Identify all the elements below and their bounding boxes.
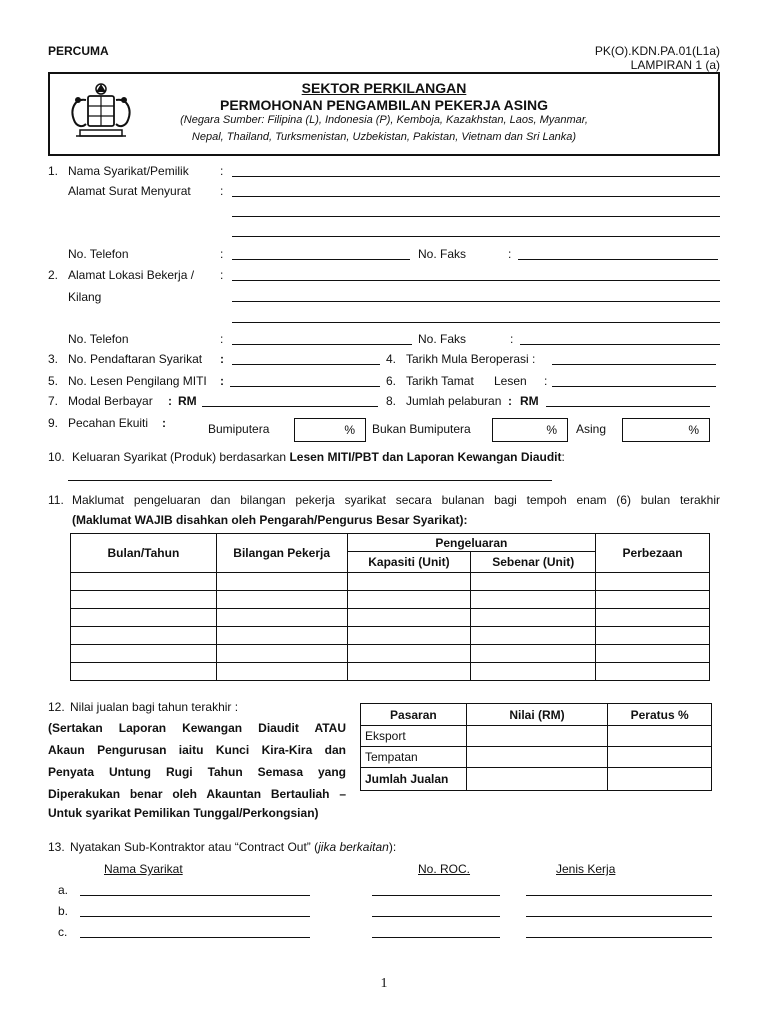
table-row [71, 663, 710, 681]
s13-b: b. [58, 904, 69, 918]
s11-text: Maklumat pengeluaran dan bilangan pekerja syarikat secara bulanan bagi tempoh enam (6) bulan terakhir [72, 493, 720, 507]
s2-faks-field[interactable] [520, 344, 720, 345]
s9-asing-box[interactable]: % [622, 418, 710, 442]
s2-colon: : [220, 268, 224, 282]
title-box [48, 72, 720, 156]
s13-a-jenis-field[interactable] [526, 895, 712, 896]
s11-col-kapasiti: Kapasiti (Unit) [347, 552, 471, 573]
s4-label: Tarikh Mula Beroperasi : [406, 352, 536, 366]
s13-col-nama: Nama Syarikat [104, 862, 183, 876]
s9-asing-label: Asing [576, 422, 607, 436]
s12-row-jumlah: Jumlah Jualan [361, 768, 467, 791]
s12-row-tempatan: Tempatan [361, 747, 467, 768]
s11-col-pengeluaran: Pengeluaran [347, 534, 596, 552]
s11-table [70, 533, 710, 681]
s13-b-roc-field[interactable] [372, 916, 500, 917]
s12-col-peratus: Peratus % [608, 704, 712, 726]
s1-colon: : [220, 164, 224, 178]
s1-address-field-1[interactable] [232, 196, 720, 197]
table-row [71, 609, 710, 627]
s6-field[interactable] [552, 386, 716, 387]
s5-label: No. Lesen Pengilang MITI [68, 374, 207, 388]
page-number: 1 [380, 976, 388, 991]
form-title: PERMOHONAN PENGAMBILAN PEKERJA ASING [220, 97, 548, 113]
s1-colon4: : [508, 247, 512, 261]
s1-name-field[interactable] [232, 176, 720, 177]
s13-b-nama-field[interactable] [80, 916, 310, 917]
s2-colon3: : [510, 332, 514, 346]
s2-label: Alamat Lokasi Bekerja / [68, 268, 195, 282]
s11-col-bulan: Bulan/Tahun [71, 534, 217, 573]
s1-address-field-3[interactable] [232, 236, 720, 237]
s12-table [360, 703, 712, 791]
s3-field[interactable] [232, 364, 380, 365]
s7-colon: : [168, 394, 172, 408]
s1-telefon-field[interactable] [232, 259, 410, 260]
s7-field[interactable] [202, 406, 378, 407]
s13-c-roc-field[interactable] [372, 937, 500, 938]
percuma-label: PERCUMA [48, 44, 109, 58]
s13-c-nama-field[interactable] [80, 937, 310, 938]
s13-c-jenis-field[interactable] [526, 937, 712, 938]
s7-rm: RM [178, 394, 197, 408]
s3-label: No. Pendaftaran Syarikat [68, 352, 203, 366]
s11-col-sebenar: Sebenar (Unit) [471, 552, 596, 573]
s12-note4: Diperakukan benar oleh Akauntan Bertauliah – [48, 787, 346, 801]
s13-num: 13. [48, 840, 65, 854]
s5-num: 5. [48, 374, 59, 388]
s9-bukan-bumi-label: Bukan Bumiputera [372, 422, 471, 436]
s1-num: 1. [48, 164, 59, 178]
s9-num: 9. [48, 416, 59, 430]
s2-location-field-3[interactable] [232, 322, 720, 323]
s9-label: Pecahan Ekuiti [68, 416, 149, 430]
s9-bumi-label: Bumiputera [208, 422, 270, 436]
s6-label2: Lesen [494, 374, 527, 388]
s8-field[interactable] [546, 406, 710, 407]
table-row [361, 747, 712, 768]
s13-b-jenis-field[interactable] [526, 916, 712, 917]
s1-label: Nama Syarikat/Pemilik [68, 164, 189, 178]
s6-num: 6. [386, 374, 397, 388]
s12-note1: (Sertakan Laporan Kewangan Diaudit ATAU [48, 721, 346, 735]
s12-col-pasaran: Pasaran [361, 704, 467, 726]
s5-field[interactable] [230, 386, 380, 387]
s11-num: 11. [48, 493, 64, 507]
table-row [71, 591, 710, 609]
s2-location-field-1[interactable] [232, 280, 720, 281]
subtitle-line2: Nepal, Thailand, Turksmenistan, Uzbekistan, Pakistan, Vietnam dan Sri Lanka) [191, 131, 577, 143]
s12-col-nilai: Nilai (RM) [466, 704, 607, 726]
lampiran-label: LAMPIRAN 1 (a) [630, 58, 720, 72]
s13-text: Nyatakan Sub-Kontraktor atau “Contract Out” (jika berkaitan): [70, 840, 397, 854]
s9-bumi-box[interactable]: % [294, 418, 366, 442]
s2-telefon-field[interactable] [232, 344, 412, 345]
s6-colon: : [544, 374, 548, 388]
s8-rm: RM [520, 394, 539, 408]
s12-note2: Akaun Pengurusan iaitu Kunci Kira-Kira dan [48, 743, 346, 757]
s10-text: Keluaran Syarikat (Produk) berdasarkan Lesen MITI/PBT dan Laporan Kewangan Diaudit: [72, 450, 565, 464]
s13-a-roc-field[interactable] [372, 895, 500, 896]
table-row [71, 627, 710, 645]
subtitle-line1: (Negara Sumber: Filipina (L), Indonesia (P), Kemboja, Kazakhstan, Laos, Myanmar, [180, 114, 588, 126]
table-row [71, 645, 710, 663]
s8-num: 8. [386, 394, 397, 408]
table-row [361, 726, 712, 747]
s8-label: Jumlah pelaburan [406, 394, 502, 408]
s7-num: 7. [48, 394, 59, 408]
s1-colon3: : [220, 247, 224, 261]
s11-bold: (Maklumat WAJIB disahkan oleh Pengarah/Pengurus Besar Syarikat): [72, 513, 468, 527]
table-row [71, 573, 710, 591]
s2-colon2: : [220, 332, 224, 346]
s12-note3: Penyata Untung Rugi Tahun Semasa yang [48, 765, 346, 779]
s2-location-field-2[interactable] [232, 301, 720, 302]
s12-num: 12. [48, 700, 65, 714]
s2-telefon-label: No. Telefon [68, 332, 129, 346]
s1-address-field-2[interactable] [232, 216, 720, 217]
s12-row-eksport: Eksport [361, 726, 467, 747]
s3-num: 3. [48, 352, 59, 366]
s13-a-nama-field[interactable] [80, 895, 310, 896]
s13-c: c. [58, 925, 68, 939]
s4-field[interactable] [552, 364, 716, 365]
s1-faks-label: No. Faks [418, 247, 467, 261]
s1-colon2: : [220, 184, 224, 198]
s1-faks-field[interactable] [518, 259, 718, 260]
s13-col-jenis: Jenis Kerja [556, 862, 616, 876]
s1-telefon-label: No. Telefon [68, 247, 129, 261]
s9-colon: : [162, 416, 166, 430]
s13-a: a. [58, 883, 69, 897]
s2-faks-label: No. Faks [418, 332, 467, 346]
s5-colon: : [220, 374, 224, 388]
s2-num: 2. [48, 268, 59, 282]
s2-label2: Kilang [68, 290, 102, 304]
ref-code: PK(O).KDN.PA.01(L1a) [594, 44, 720, 58]
s12-text: Nilai jualan bagi tahun terakhir : [70, 700, 239, 714]
s11-col-bilangan: Bilangan Pekerja [216, 534, 347, 573]
s12-note5: Untuk syarikat Pemilikan Tunggal/Perkongsian) [48, 806, 319, 820]
s13-col-roc: No. ROC. [418, 862, 471, 876]
s9-bukan-bumi-box[interactable]: % [492, 418, 568, 442]
s3-colon: : [220, 352, 224, 366]
s4-num: 4. [386, 352, 397, 366]
s10-num: 10. [48, 450, 65, 464]
sector-title: SEKTOR PERKILANGAN [301, 80, 467, 96]
s7-label: Modal Berbayar [68, 394, 153, 408]
s11-col-perbezaan: Perbezaan [596, 534, 710, 573]
table-row [361, 768, 712, 791]
s1-label2: Alamat Surat Menyurat [68, 184, 191, 198]
s6-label: Tarikh Tamat [406, 374, 474, 388]
s8-colon: : [508, 394, 512, 408]
s10-field[interactable] [68, 480, 552, 481]
